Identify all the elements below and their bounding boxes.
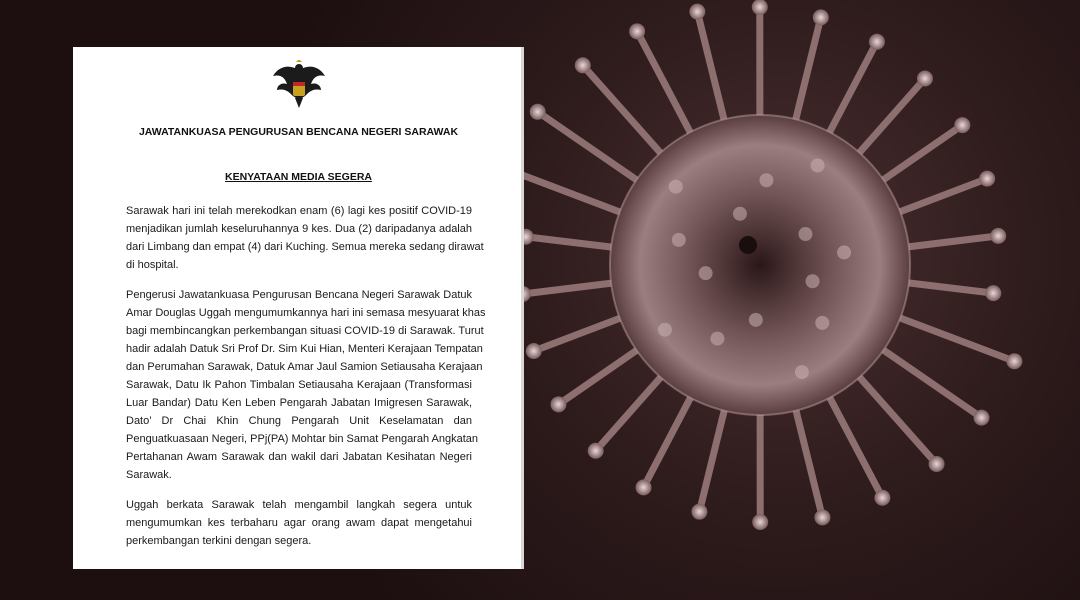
press-release-document bbox=[73, 47, 524, 569]
paragraph-line: dari Limbang dan empat (4) dari Kuching. Semua mereka sedang dirawat bbox=[126, 241, 484, 253]
paragraph-line: mengumumkan kes terbaharu agar orang awam dapat mengetahui bbox=[126, 517, 472, 529]
virus-spike-tip bbox=[874, 490, 890, 506]
virus-spike bbox=[825, 389, 882, 498]
virus-spike bbox=[558, 345, 644, 405]
sarawak-crest-icon bbox=[271, 60, 327, 110]
virus-surface-bump bbox=[798, 227, 812, 241]
virus-surface-bump bbox=[837, 245, 851, 259]
paragraph-line: Luar Bandar) Datu Ken Leben Pengarah Jabatan Imigresen Sarawak, bbox=[126, 397, 472, 409]
paragraph-line: Sarawak, Datu Ik Pahon Timbalan Setiausaha Kerajaan (Transformasi bbox=[126, 379, 472, 391]
virus-surface-bump bbox=[749, 313, 763, 327]
virus-spike-tip bbox=[575, 57, 591, 73]
paragraph-line: di hospital. bbox=[126, 259, 179, 271]
paragraph-line: dan Perumahan Sarawak, Datuk Amar Jaul Samion Setiausaha Kerajaan bbox=[126, 361, 483, 373]
virus-spike bbox=[538, 112, 645, 186]
virus-spike-tip bbox=[990, 228, 1006, 244]
virus-spike-tip bbox=[985, 285, 1001, 301]
virus-spike bbox=[583, 65, 667, 160]
virus-spike-tip bbox=[691, 504, 707, 520]
organization-name: JAWATANKUASA PENGURUSAN BENCANA NEGERI SARAWAK bbox=[138, 126, 459, 138]
virus-spike bbox=[534, 315, 629, 351]
virus-spike bbox=[526, 237, 621, 248]
virus-spike-tip bbox=[1006, 353, 1022, 369]
virus-spike bbox=[697, 12, 726, 129]
virus-surface-bump bbox=[672, 233, 686, 247]
virus-spike-tip bbox=[869, 34, 885, 50]
virus-surface-bump bbox=[795, 365, 809, 379]
virus-spike bbox=[644, 389, 696, 487]
paragraph-line: Pengerusi Jawatankuasa Pengurusan Bencana Negeri Sarawak Datuk bbox=[126, 289, 472, 301]
paragraph-line: Sarawak. bbox=[126, 469, 172, 481]
paragraph-line: hadir adalah Datuk Sri Prof Dr. Sim Kui Hian, Menteri Kerajaan Tempatan bbox=[126, 343, 483, 355]
virus-spike-tip bbox=[550, 396, 566, 412]
virus-spike bbox=[793, 17, 820, 129]
virus-spike bbox=[899, 282, 993, 293]
virus-surface-bump bbox=[710, 332, 724, 346]
paragraph-line: Pertahanan Awam Sarawak dan wakil dari Jabatan Kesihatan Negeri bbox=[126, 451, 472, 463]
virus-spike-tip bbox=[974, 410, 990, 426]
virus-spike-tip bbox=[636, 479, 652, 495]
paragraph-line: Penguatkuasaan Negeri, PPj(PA) Mohtar bin Samat Pengarah Angkatan bbox=[126, 433, 479, 445]
virus-spike bbox=[875, 344, 981, 417]
paragraph-line: bagi membincangkan perkembangan situasi COVID-19 di Sarawak. Turut bbox=[126, 325, 484, 337]
virus-spike-tip bbox=[814, 509, 830, 525]
virus-spike-tip bbox=[689, 4, 705, 20]
virus-spike bbox=[699, 401, 726, 512]
virus-spike bbox=[899, 236, 998, 248]
virus-surface-bump bbox=[815, 316, 829, 330]
virus-spike-tip bbox=[813, 9, 829, 25]
paragraph-line: perkembangan terkini dengan segera. bbox=[126, 535, 312, 547]
virus-spike-tip bbox=[588, 443, 604, 459]
virus-spike bbox=[853, 370, 937, 464]
virus-spike-tip bbox=[752, 514, 768, 530]
virus-spike-tip bbox=[917, 70, 933, 86]
virus-spike bbox=[825, 42, 877, 141]
virus-spike bbox=[853, 78, 925, 160]
paragraph-line: Dato’ Dr Chai Khin Chung Pengarah Unit Keselamatan dan bbox=[126, 415, 472, 427]
virus-surface-bump bbox=[806, 274, 820, 288]
virus-spike-tip bbox=[530, 104, 546, 120]
virus-spike bbox=[596, 370, 668, 451]
virus-spike bbox=[875, 125, 962, 185]
virus-spike bbox=[637, 31, 695, 141]
virus-surface-bump bbox=[658, 323, 672, 337]
virus-spike-tip bbox=[929, 456, 945, 472]
paragraph-line: menjadikan jumlah keseluruhannya 9 kes. Dua (2) daripadanya adalah bbox=[126, 223, 472, 235]
paragraph-line: Sarawak hari ini telah merekodkan enam (6) lagi kes positif COVID-19 bbox=[126, 205, 472, 217]
virus-spike bbox=[891, 315, 1014, 362]
virus-spike bbox=[794, 401, 823, 517]
virus-spike-tip bbox=[954, 117, 970, 133]
virus-surface-bump bbox=[669, 180, 683, 194]
virus-surface-bump bbox=[759, 173, 773, 187]
virus-spike-tip bbox=[752, 0, 768, 15]
virus-spike bbox=[523, 282, 621, 294]
virus-surface-bump bbox=[733, 207, 747, 221]
paragraph-line: Amar Douglas Uggah mengumumkannya hari ini semasa mesyuarat khas bbox=[126, 307, 486, 319]
virus-spike bbox=[891, 179, 987, 216]
press-release-heading: KENYATAAN MEDIA SEGERA bbox=[224, 171, 372, 183]
virus-spike-tip bbox=[979, 171, 995, 187]
virus-surface-bump bbox=[811, 158, 825, 172]
virus-surface-bump bbox=[699, 266, 713, 280]
paragraph-line: Uggah berkata Sarawak telah mengambil langkah segera untuk bbox=[126, 499, 472, 511]
virus-spike-tip bbox=[629, 23, 645, 39]
virus-spike-tip bbox=[526, 343, 542, 359]
